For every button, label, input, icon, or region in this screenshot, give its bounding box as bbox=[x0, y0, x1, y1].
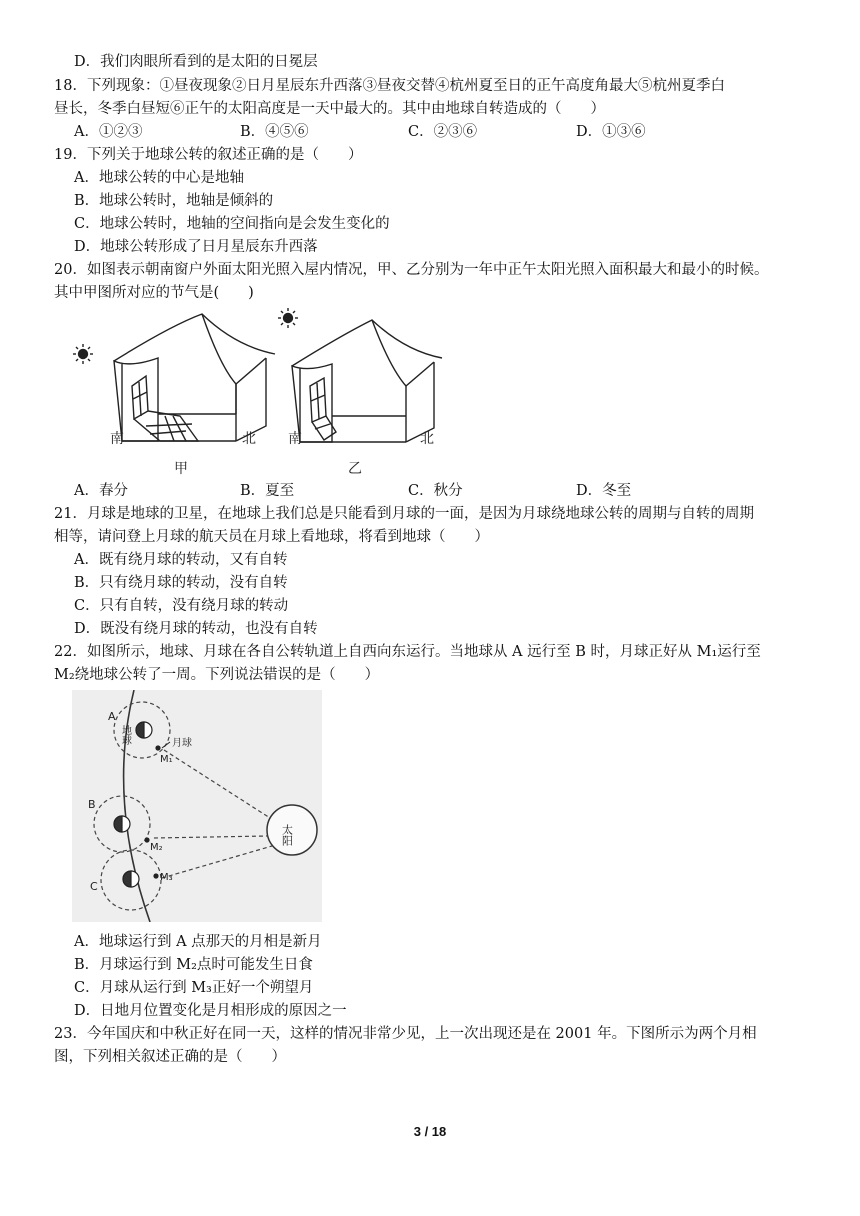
q22-orbit-figure bbox=[72, 690, 322, 922]
q22-stem-line1: 22．如图所示，地球、月球在各自公转轨道上自西向东运行。当地球从 A 远行至 B 时，月球正好从 M₁运行至 bbox=[54, 644, 761, 660]
q22-label-c: C bbox=[90, 880, 98, 893]
q18-option-d: D．①③⑥ bbox=[576, 124, 646, 140]
q20-left-south-label: 南 bbox=[110, 431, 124, 447]
q21-stem-line1: 21．月球是地球的卫星，在地球上我们总是只能看到月球的一面，是因为月球绕地球公转的周期与自转的周期 bbox=[54, 506, 754, 522]
q22-option-a: A．地球运行到 A 点那天的月相是新月 bbox=[74, 934, 322, 950]
svg-text:太阳: 太阳 bbox=[280, 824, 294, 846]
q21-stem-line2: 相等，请问登上月球的航天员在月球上看地球，将看到地球（ ） bbox=[54, 529, 489, 545]
q21-option-b: B．只有绕月球的转动，没有自转 bbox=[74, 575, 288, 591]
q20-left-caption: 甲 bbox=[174, 461, 188, 477]
q22-m1-label: M₁ bbox=[160, 754, 173, 765]
q23-stem-line1: 23．今年国庆和中秋正好在同一天，这样的情况非常少见，上一次出现还是在 2001 年。下图所示为两个月相 bbox=[54, 1026, 757, 1042]
q22-m2-label: M₂ bbox=[150, 842, 163, 853]
q20-option-a: A．春分 bbox=[74, 483, 128, 499]
q20-stem-line1: 20．如图表示朝南窗户外面太阳光照入屋内情况，甲、乙分别为一年中正午太阳光照入面积最大和最小的时候。 bbox=[54, 262, 769, 278]
q20-right-caption: 乙 bbox=[348, 461, 362, 477]
q22-moon-label: 月球 bbox=[172, 738, 192, 749]
q20-right-south-label: 南 bbox=[288, 431, 302, 447]
q20-option-c: C．秋分 bbox=[408, 483, 463, 499]
q22-stem-line2: M₂绕地球公转了一周。下列说法错误的是（ ） bbox=[54, 667, 380, 683]
q22-option-d: D．日地月位置变化是月相形成的原因之一 bbox=[74, 1003, 347, 1019]
q18-option-a: A．①②③ bbox=[74, 124, 143, 140]
q19-option-c: C．地球公转时，地轴的空间指向是会发生变化的 bbox=[74, 216, 390, 232]
q18-option-c: C．②③⑥ bbox=[408, 124, 478, 140]
q22-option-b: B．月球运行到 M₂点时可能发生日食 bbox=[74, 957, 313, 973]
house-right bbox=[292, 320, 442, 442]
q22-option-c: C．月球从运行到 M₃正好一个朔望月 bbox=[74, 980, 314, 996]
q22-m3-label: M₃ bbox=[160, 872, 173, 883]
q19-option-a: A．地球公转的中心是地轴 bbox=[74, 170, 244, 186]
q18-option-b: B．④⑤⑥ bbox=[240, 124, 309, 140]
q22-label-a: A bbox=[108, 710, 116, 723]
q19-option-d: D．地球公转形成了日月星辰东升西落 bbox=[74, 239, 318, 255]
sun-icon-right bbox=[278, 308, 298, 328]
q19-option-b: B．地球公转时，地轴是倾斜的 bbox=[74, 193, 274, 209]
q20-stem-line2: 其中甲图所对应的节气是( ) bbox=[54, 285, 254, 301]
q20-right-north-label: 北 bbox=[420, 431, 434, 447]
q20-option-d: D．冬至 bbox=[576, 483, 632, 499]
q20-left-north-label: 北 bbox=[242, 431, 256, 447]
q22-sun-label bbox=[281, 823, 294, 847]
q23-stem-line2: 图，下列相关叙述正确的是（ ） bbox=[54, 1049, 286, 1065]
q22-label-b: B bbox=[88, 798, 96, 811]
page-number: 3 / 18 bbox=[413, 1124, 447, 1139]
q18-stem-line2: 昼长，冬季白昼短⑥正午的太阳高度是一天中最大的。其中由地球自转造成的（ ） bbox=[54, 101, 605, 117]
q21-option-d: D．既没有绕月球的转动，也没有自转 bbox=[74, 621, 318, 637]
sun-icon-left bbox=[73, 344, 93, 364]
q22-earth-label bbox=[120, 724, 132, 745]
q17-option-d: D．我们肉眼所看到的是太阳的日冕层 bbox=[74, 54, 318, 70]
q18-stem-line1: 18．下列现象：①昼夜现象②日月星辰东升西落③昼夜交替④杭州夏至日的正午高度角最大⑤杭州夏季白 bbox=[54, 78, 725, 94]
q20-house-figure bbox=[70, 306, 460, 478]
q20-option-b: B．夏至 bbox=[240, 483, 295, 499]
q21-option-c: C．只有自转，没有绕月球的转动 bbox=[74, 598, 289, 614]
q19-stem: 19．下列关于地球公转的叙述正确的是（ ） bbox=[54, 147, 363, 163]
q21-option-a: A．既有绕月球的转动，又有自转 bbox=[74, 552, 288, 568]
house-left bbox=[114, 314, 275, 441]
svg-text:地球: 地球 bbox=[119, 725, 131, 745]
